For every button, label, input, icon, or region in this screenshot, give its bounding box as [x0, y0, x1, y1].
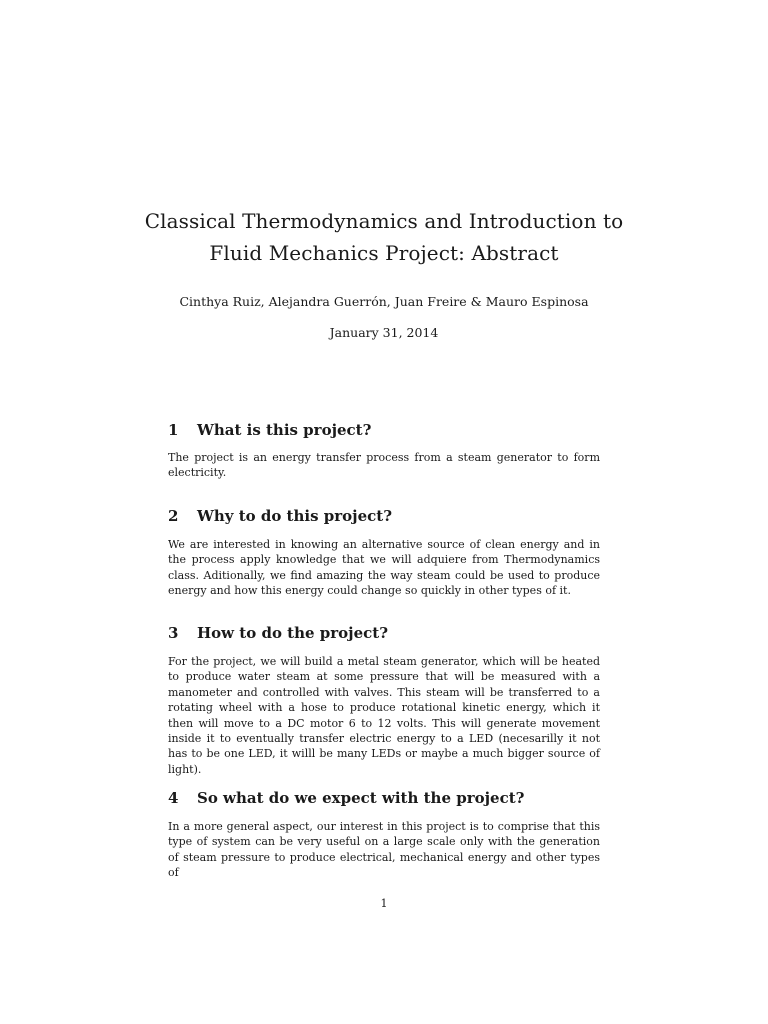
page-number: 1 — [380, 897, 388, 910]
section-title: How to do the project? — [197, 624, 389, 642]
section-paragraph: For the project, we will build a metal steam generator, which will be heated to produce water steam at some pressure that will be measured with a manometer and controlled with valves. This steam will be transferred to a rotating wheel with a hose to produce rotational kinetic energy, which it then will move to a DC motor 6 to 12 volts. This will generate movement inside it to eventually transfer electric energy to a LED (necesarilly it not has to be one LED, it willl be many LEDs or maybe a much bigger source of light). — [168, 655, 600, 776]
section-heading — [168, 787, 600, 809]
section-heading — [168, 622, 600, 644]
section-title: What is this project? — [197, 421, 372, 439]
section-number: 4 — [168, 789, 179, 807]
title-line-1: Classical Thermodynamics and Introduction to — [144, 209, 624, 233]
section-number: 3 — [168, 624, 179, 642]
section-4 — [168, 787, 600, 881]
title-block — [0, 205, 768, 342]
section-number: 1 — [168, 421, 179, 439]
section-heading — [168, 505, 600, 527]
title-line-2: Fluid Mechanics Project: Abstract — [209, 241, 559, 265]
authors: Cinthya Ruiz, Alejandra Guerrón, Juan Freire & Mauro Espinosa — [179, 294, 589, 309]
section-paragraph: We are interested in knowing an alternative source of clean energy and in the process apply knowledge that we will adquiere from Thermodynamics class. Aditionally, we find amazing the way steam could be used to produce energy and how this energy could change so quickly in other types of it. — [168, 538, 600, 598]
section-paragraph: The project is an energy transfer process from a steam generator to form electricity. — [168, 451, 600, 480]
section-heading — [168, 419, 600, 441]
section-title: So what do we expect with the project? — [197, 789, 525, 807]
document-title — [0, 205, 768, 269]
section-3 — [168, 622, 600, 777]
section-2 — [168, 505, 600, 599]
section-paragraph: In a more general aspect, our interest in this project is to comprise that this type of system can be very useful on a large scale only with the generation of steam pressure to produce electrical, mechanical energy and other types of — [168, 820, 600, 880]
section-1 — [168, 419, 600, 481]
date: January 31, 2014 — [329, 325, 439, 340]
section-number: 2 — [168, 507, 179, 525]
section-title: Why to do this project? — [197, 507, 392, 525]
